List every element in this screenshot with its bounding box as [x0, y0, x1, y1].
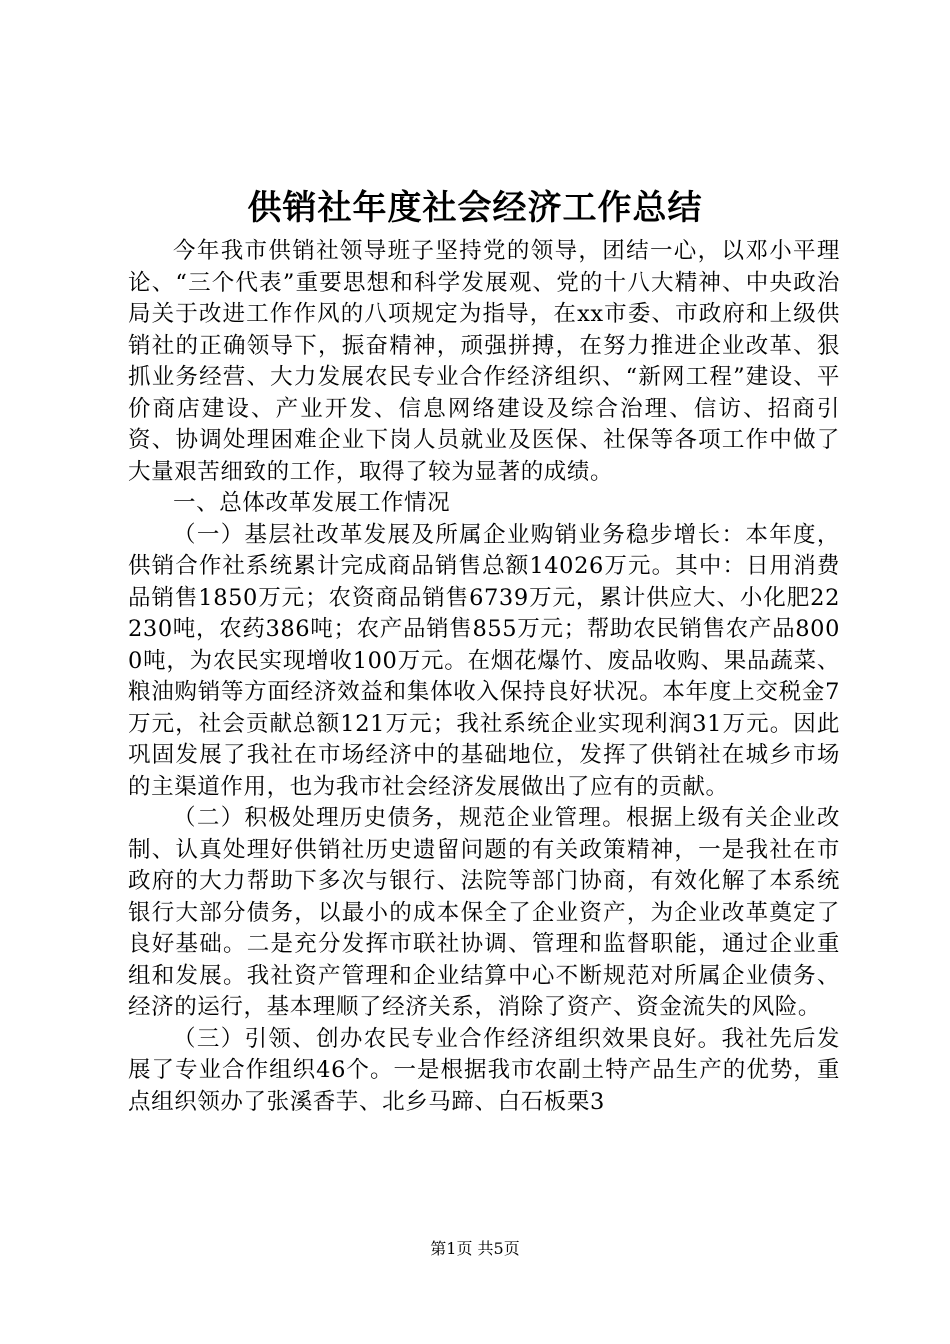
page-footer: 第1页 共5页: [430, 1239, 520, 1258]
paragraph-subsection-2: （二）积极处理历史债务，规范企业管理。根据上级有关企业改制、认真处理好供销社历史遗留问题的有关政策精神，一是我社在市政府的大力帮助下多次与银行、法院等部门协商，有效化解了本系统银行大部分债务，以最小的成本保全了企业资产，为企业改革奠定了良好基础。二是充分发挥市联社协调、管理和监督职能，通过企业重组和发展。我社资产管理和企业结算中心不断规范对所属企业债务、经济的运行，基本理顺了经济关系，消除了资产、资金流失的风险。: [128, 805, 840, 1020]
section-heading: 一、总体改革发展工作情况: [173, 490, 451, 516]
paragraph-subsection-1: （一）基层社改革发展及所属企业购销业务稳步增长：本年度，供销合作社系统累计完成商品销售总额14026万元。其中：日用消费品销售1850万元；农资商品销售6739万元，累计供应大、小化肥22230吨，农药386吨；农产品销售855万元；帮助农民销售农产品8000吨，为农民实现增收100万元。在烟花爆竹、废品收购、果品蔬菜、粮油购销等方面经济效益和集体收入保持良好状况。本年度上交税金7万元，社会贡献总额121万元；我社系统企业实现利润31万元。因此巩固发展了我社在市场经济中的基础地位，发挥了供销社在城乡市场的主渠道作用，也为我市社会经济发展做出了应有的贡献。: [128, 521, 840, 800]
paragraph-intro: 今年我市供销社领导班子坚持党的领导，团结一心，以邓小平理论、“三个代表”重要思想和科学发展观、党的十八大精神、中央政治局关于改进工作作风的八项规定为指导，在xx市委、市政府和上级供销社的正确领导下，振奋精神，顽强拼搏，在努力推进企业改革、狠抓业务经营、大力发展农民专业合作经济组织、“新网工程”建设、平价商店建设、产业开发、信息网络建设及综合治理、信访、招商引资、协调处理困难企业下岗人员就业及医保、社保等各项工作中做了大量艰苦细致的工作，取得了较为显著的成绩。: [128, 238, 840, 485]
document-title: 供销社年度社会经济工作总结: [247, 188, 703, 228]
paragraph-subsection-3: （三）引领、创办农民专业合作经济组织效果良好。我社先后发展了专业合作组织46个。一是根据我市农副土特产品生产的优势，重点组织领办了张溪香芋、北乡马蹄、白石板栗3: [128, 1025, 840, 1115]
document-body: [128, 236, 840, 1118]
